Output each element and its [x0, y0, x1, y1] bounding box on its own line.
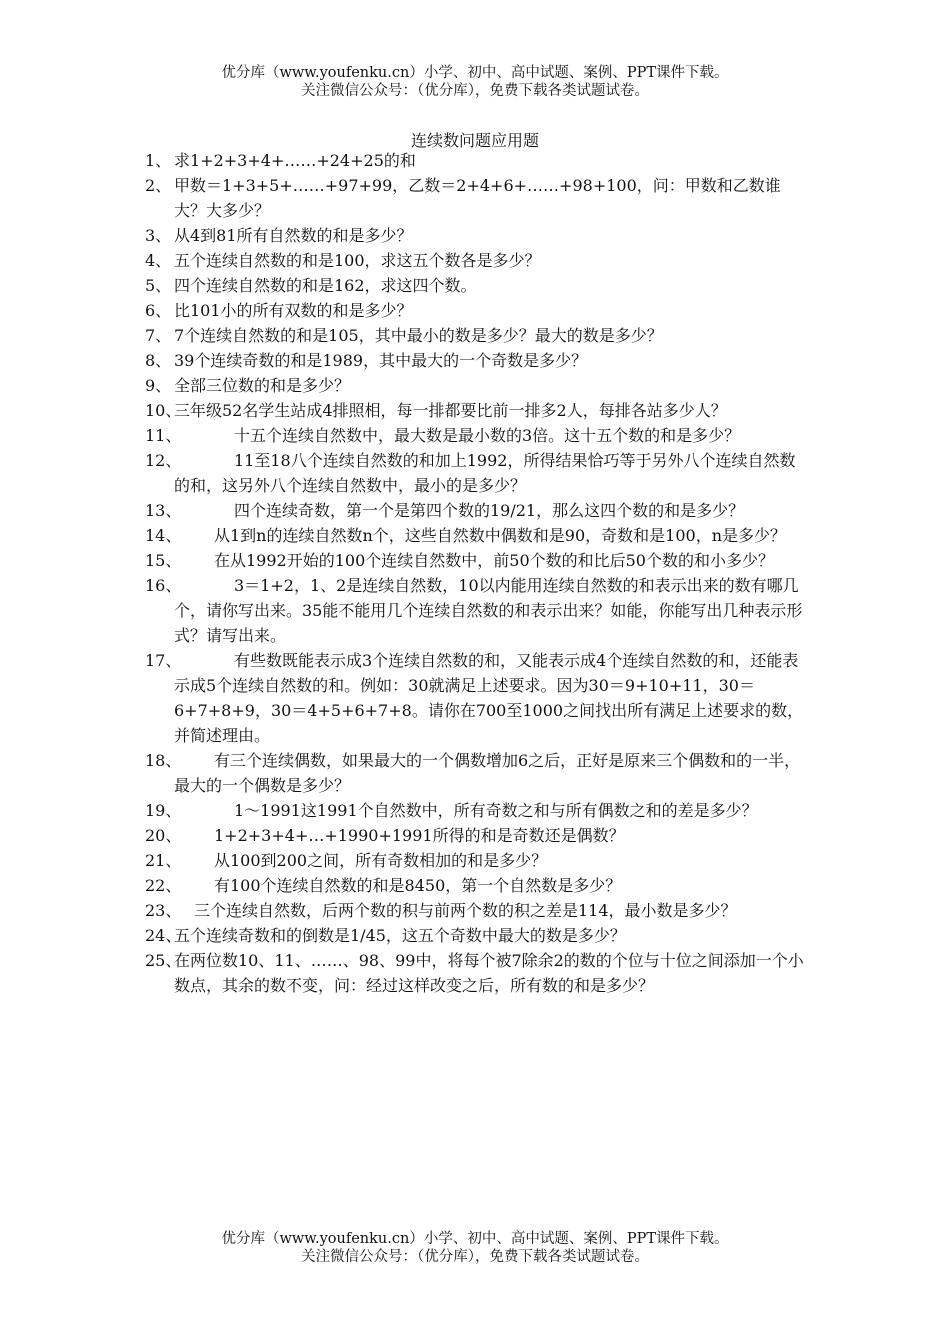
question-number: 4、 — [145, 251, 172, 270]
question-text: 三个连续自然数，后两个数的积与前两个数的积之差是114，最小数是多少？ — [194, 901, 737, 920]
question-text: 39个连续奇数的和是1989，其中最大的一个奇数是多少？ — [174, 351, 588, 370]
question-item — [145, 148, 810, 173]
question-item — [145, 548, 810, 573]
question-item — [145, 373, 810, 398]
question-number: 8、 — [145, 351, 172, 370]
question-number: 14、 — [145, 526, 182, 545]
question-text: 四个连续自然数的和是162，求这四个数。 — [174, 276, 477, 295]
question-item — [145, 648, 810, 748]
question-text: 甲数＝1+3+5+……+97+99，乙数＝2+4+6+……+98+100，问：甲数和乙数谁大？大多少？ — [174, 176, 781, 220]
question-number: 15、 — [145, 551, 182, 570]
question-number: 17、 — [145, 651, 182, 670]
question-number: 16、 — [145, 576, 182, 595]
question-item — [145, 248, 810, 273]
question-text: 在从1992开始的100个连续自然数中，前50个数的和比后50个数的和小多少？ — [214, 551, 774, 570]
question-text: 在两位数10、11、……、98、99中，将每个被7除余2的数的个位与十位之间添加一个小数点，其余的数不变，问：经过这样改变之后，所有数的和是多少？ — [174, 951, 804, 995]
document-title: 连续数问题应用题 — [410, 131, 539, 150]
question-number: 19、 — [145, 801, 182, 820]
question-item — [145, 498, 810, 523]
question-item — [145, 423, 810, 448]
question-text: 7个连续自然数的和是105，其中最小的数是多少？最大的数是多少？ — [174, 326, 663, 345]
page-header — [0, 64, 950, 100]
question-text: 11至18八个连续自然数的和加上1992，所得结果恰巧等于另外八个连续自然数的和，这另外八个连续自然数中，最小的是多少？ — [174, 451, 796, 495]
header-line-2: 关注微信公众号：（优分库），免费下载各类试题试卷。 — [301, 83, 649, 99]
footer-line-1: 优分库（www.youfenku.cn）小学、初中、高中试题、案例、PPT课件下载。 — [221, 1231, 729, 1247]
question-text: 四个连续奇数，第一个是第四个数的19/21，那么这四个数的和是多少？ — [234, 501, 745, 520]
question-item — [145, 398, 810, 423]
question-text: 3＝1+2，1、2是连续自然数，10以内能用连续自然数的和表示出来的数有哪几个，请你写出来。35能不能用几个连续自然数的和表示出来？如能，你能写出几种表示形式？请写出来。 — [174, 576, 803, 645]
question-number: 20、 — [145, 826, 182, 845]
page-footer — [0, 1230, 950, 1266]
question-text: 从1到n的连续自然数n个，这些自然数中偶数和是90，奇数和是100，n是多少？ — [214, 526, 786, 545]
question-number: 10、 — [145, 401, 182, 420]
question-text: 有三个连续偶数，如果最大的一个偶数增加6之后，正好是原来三个偶数和的一半，最大的一个偶数是多少？ — [174, 751, 801, 795]
question-text: 求1+2+3+4+……+24+25的和 — [174, 151, 416, 170]
question-item — [145, 823, 810, 848]
question-item — [145, 798, 810, 823]
question-number: 9、 — [145, 376, 172, 395]
question-text: 有些数既能表示成3个连续自然数的和，又能表示成4个连续自然数的和，还能表示成5个连续自然数的和。例如：30就满足上述要求。因为30＝9+10+11，30＝6+7+8+9，30＝4+5+6+7+8。请你在700至1000之间找出所有满足上述要求的数，并简述理由。 — [174, 651, 804, 745]
question-text: 十五个连续自然数中，最大数是最小数的3倍。这十五个数的和是多少？ — [234, 426, 741, 445]
question-item — [145, 348, 810, 373]
question-text: 全部三位数的和是多少？ — [174, 376, 351, 395]
footer-line-2: 关注微信公众号：（优分库），免费下载各类试题试卷。 — [301, 1249, 649, 1265]
question-text: 有100个连续自然数的和是8450，第一个自然数是多少？ — [214, 876, 622, 895]
question-item — [145, 298, 810, 323]
question-number: 21、 — [145, 851, 182, 870]
question-text: 从100到200之间，所有奇数相加的和是多少？ — [214, 851, 548, 870]
question-text: 比101小的所有双数的和是多少？ — [174, 301, 413, 320]
question-number: 12、 — [145, 451, 182, 470]
question-item — [145, 898, 810, 923]
question-text: 1+2+3+4+…+1990+1991所得的和是奇数还是偶数？ — [214, 826, 625, 845]
question-text: 1～1991这1991个自然数中，所有奇数之和与所有偶数之和的差是多少？ — [234, 801, 758, 820]
question-text: 五个连续自然数的和是100，求这五个数各是多少？ — [174, 251, 541, 270]
question-number: 18、 — [145, 751, 182, 770]
question-item — [145, 448, 810, 498]
question-number: 7、 — [145, 326, 172, 345]
question-number: 24、 — [145, 926, 182, 945]
question-text: 五个连续奇数和的倒数是1/45，这五个奇数中最大的数是多少？ — [174, 926, 626, 945]
question-number: 13、 — [145, 501, 182, 520]
question-list — [145, 148, 810, 998]
question-number: 25、 — [145, 951, 182, 970]
question-number: 1、 — [145, 151, 172, 170]
question-number: 11、 — [145, 426, 182, 445]
question-item — [145, 223, 810, 248]
question-number: 6、 — [145, 301, 172, 320]
header-line-1: 优分库（www.youfenku.cn）小学、初中、高中试题、案例、PPT课件下载。 — [221, 65, 729, 81]
question-item — [145, 873, 810, 898]
question-item — [145, 173, 810, 223]
question-item — [145, 523, 810, 548]
question-item — [145, 748, 810, 798]
question-text: 从4到81所有自然数的和是多少？ — [174, 226, 413, 245]
question-number: 23、 — [145, 901, 182, 920]
question-number: 22、 — [145, 876, 182, 895]
question-item — [145, 848, 810, 873]
question-item — [145, 948, 810, 998]
question-number: 2、 — [145, 176, 172, 195]
question-number: 5、 — [145, 276, 172, 295]
question-item — [145, 323, 810, 348]
question-text: 三年级52名学生站成4排照相，每一排都要比前一排多2人，每排各站多少人？ — [174, 401, 727, 420]
question-item — [145, 573, 810, 648]
question-item — [145, 923, 810, 948]
question-item — [145, 273, 810, 298]
question-number: 3、 — [145, 226, 172, 245]
